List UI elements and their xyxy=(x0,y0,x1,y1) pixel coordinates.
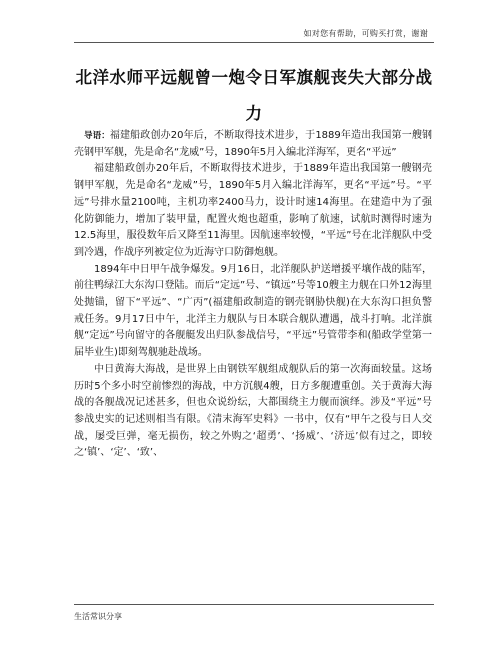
body-paragraph-2: 1894年中日甲午战争爆发。9月16日，北洋舰队护送增援平壤作战的陆军，前往鸭绿江大东沟口登陆。而后“定远”号、“镇远”号等10艘主力舰在口外12海里处抛锚，留下“平远”、“广丙”(福建船政制造的钢壳钢胁快舰)在大东沟口担负警戒任务。9月17日中午，北洋主力舰队与日本联合舰队遭遇，战斗打响。北洋旗舰“定远”号向留守的各舰艇发出归队参战信号，“平远”号管带李和(船政学堂第一届毕业生)即刻驾舰驰赴战场。 xyxy=(74,263,432,359)
lead-text: 福建船政创办20年后，不断取得技术进步，于1889年造出我国第一艘钢壳钢甲军舰，先是命名“龙威”号，1890年5月入编北洋海军，更名“平远” xyxy=(74,130,432,158)
footer-note: 生活常识分享 xyxy=(74,612,122,621)
body-paragraph-3: 中日黄海大海战，是世界上由钢铁军舰组成舰队后的第一次海面较量。这场历时5个多小时空前惨烈的海战，中方沉舰4艘，日方多舰遭重创。关于黄海大海战的各舰战况记述甚多，但也众说纷纭，大都围绕主力舰而演绎。涉及“平远”号参战史实的记述则相当有限。《清末海军史料》一书中，仅有“甲午之役与日人交战，屡受巨弹，毫无损伤，较之外购之‘超勇’、‘扬威’、‘济远’似有过之，即较之‘镇’、‘定’、‘致’、 xyxy=(74,363,432,459)
lead-label: 导语： xyxy=(84,131,110,141)
header-divider xyxy=(74,42,434,43)
lead-paragraph xyxy=(74,128,432,161)
body-paragraph-1: 福建船政创办20年后，不断取得技术进步，于1889年造出我国第一艘钢壳钢甲军舰，先是命名“龙威”号，1890年5月入编北洋海军，更名“平远”号。“平远”号排水量2100吨，主机功率2400马力，设计时速14海里。在建造中为了强化防御能力，增加了装甲量，配置火炮也超重，影响了航速，试航时测得时速为12.5海里，服役数年后又降至11海里。因航速率较慢，“平远”号在北洋舰队中受到冷遇，作战序列被定位为近海守口防御炮舰。 xyxy=(74,163,432,258)
footer-divider xyxy=(74,604,434,605)
document-title: 北洋水师平远舰曾一炮令日军旗舰丧失大部分战力 xyxy=(75,68,433,123)
header-note: 如对您有帮助，可购买打赏，谢谢 xyxy=(303,29,428,38)
document-body xyxy=(74,128,432,462)
